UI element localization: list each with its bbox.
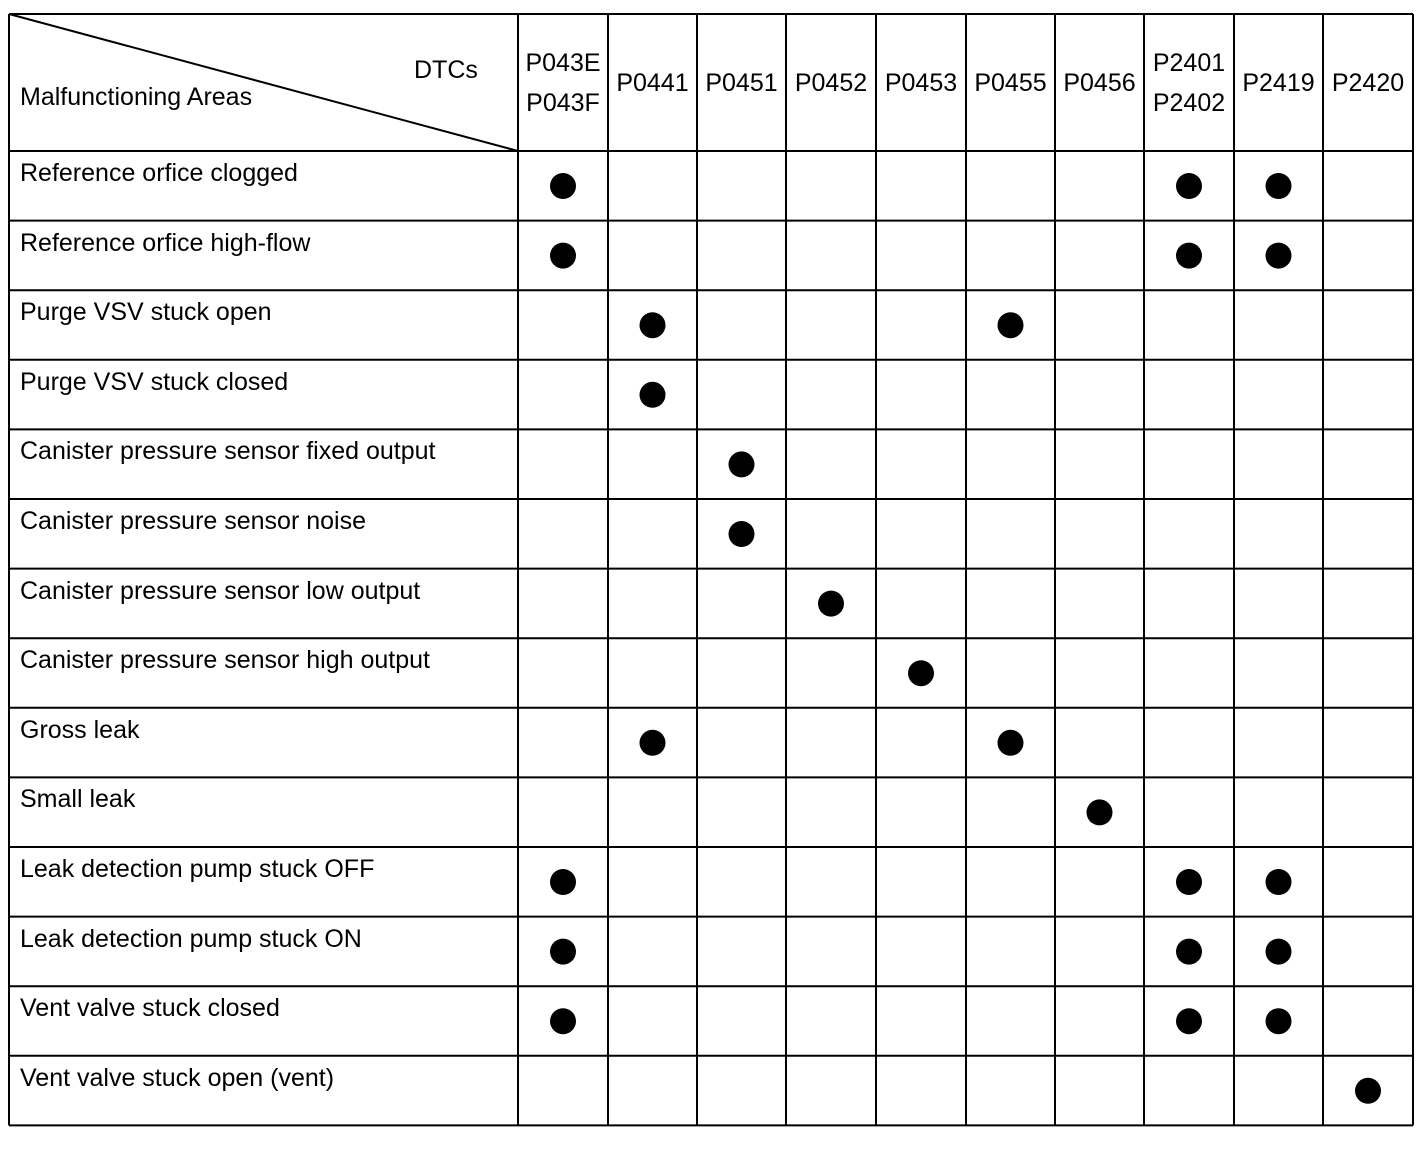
dtc-column-header-p2401: P2401 (1152, 48, 1226, 77)
malfunction-area-label: Small leak (20, 785, 136, 814)
malfunction-area-label: Gross leak (20, 715, 140, 744)
dtc-column-header-p2420: P2420 (1331, 68, 1405, 97)
dtc-marker-dot (1266, 1008, 1292, 1034)
dtc-marker-dot (640, 730, 666, 756)
malfunction-area-label: Purge VSV stuck open (20, 298, 272, 327)
malfunction-area-label: Canister pressure sensor noise (20, 507, 366, 535)
dtc-marker-dot (1176, 243, 1202, 269)
dtc-marker-dot (550, 243, 576, 269)
dtc-marker-dot (550, 1008, 576, 1034)
dtc-marker-dot (1266, 869, 1292, 895)
dtc-marker-dot (1176, 1008, 1202, 1034)
malfunction-area-label: Canister pressure sensor high output (20, 646, 430, 675)
malfunctioning-areas-header-label: Malfunctioning Areas (20, 83, 253, 111)
dtc-marker-dot (640, 312, 666, 338)
dtc-marker-dot (550, 939, 576, 965)
dtc-marker-dot (908, 660, 934, 686)
malfunction-area-label: Reference orfice high-flow (20, 228, 311, 257)
dtc-column-header-p043f: P043F (526, 88, 600, 117)
dtc-column-header-p2402: P2402 (1152, 88, 1226, 117)
dtc-marker-dot (1355, 1078, 1381, 1104)
dtc-column-header-p2419: P2419 (1242, 68, 1315, 97)
dtc-marker-dot (1176, 173, 1202, 199)
malfunction-area-label: Canister pressure sensor low output (20, 576, 421, 605)
dtc-column-header-p0453: P0453 (884, 68, 958, 97)
malfunction-area-label: Vent valve stuck open (vent) (20, 1063, 335, 1092)
dtc-marker-dot (1266, 939, 1292, 965)
dtc-marker-dot (1266, 243, 1292, 269)
dtc-marker-dot (550, 869, 576, 895)
malfunction-area-label: Purge VSV stuck closed (20, 367, 289, 396)
dtc-marker-dot (998, 312, 1024, 338)
dtc-column-header-p043e: P043E (525, 48, 601, 77)
malfunction-area-label: Vent valve stuck closed (20, 994, 280, 1023)
dtc-marker-dot (998, 730, 1024, 756)
dtc-marker-dot (1176, 869, 1202, 895)
dtc-column-header-p0451: P0451 (705, 68, 778, 97)
dtc-marker-dot (729, 451, 755, 477)
dtc-marker-dot (1266, 173, 1292, 199)
dtc-marker-dot (818, 591, 844, 617)
dtc-marker-dot (640, 382, 666, 408)
dtcs-header-label: DTCs (414, 56, 478, 84)
malfunction-area-label: Canister pressure sensor fixed output (20, 437, 436, 466)
dtc-column-header-p0441: P0441 (616, 68, 689, 97)
dtc-column-header-p0456: P0456 (1063, 68, 1136, 97)
malfunction-area-label: Leak detection pump stuck OFF (20, 855, 375, 883)
dtc-marker-dot (1087, 799, 1113, 825)
dtc-marker-dot (550, 173, 576, 199)
dtc-column-header-p0455: P0455 (974, 68, 1047, 97)
dtc-column-header-p0452: P0452 (794, 68, 868, 97)
malfunction-area-label: Leak detection pump stuck ON (20, 924, 362, 953)
dtc-marker-dot (729, 521, 755, 547)
dtc-marker-dot (1176, 939, 1202, 965)
malfunction-area-label: Reference orfice clogged (20, 159, 298, 187)
